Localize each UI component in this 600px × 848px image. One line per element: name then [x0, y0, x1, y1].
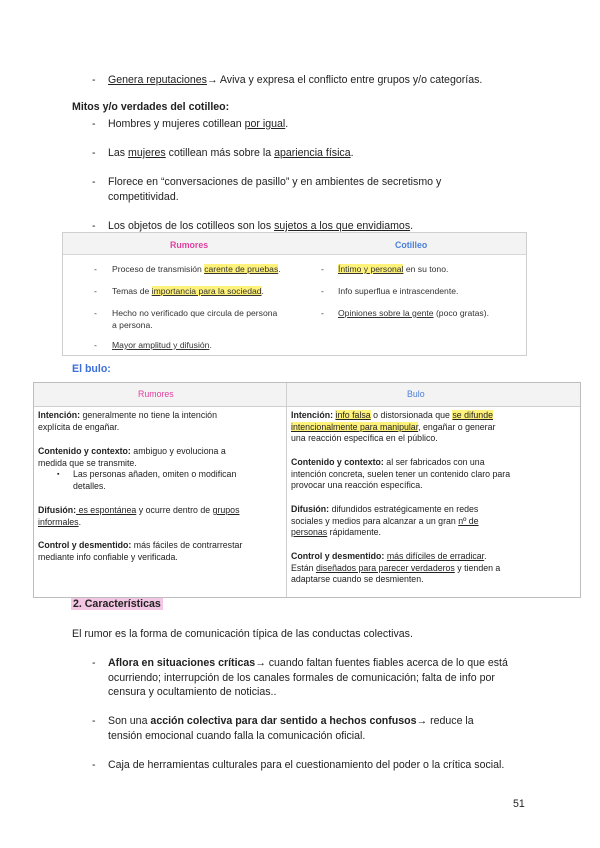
bullet-dash: - — [92, 74, 96, 86]
bullet-dash: - — [92, 220, 96, 232]
cell-label: Control y desmentido: — [291, 551, 385, 561]
column-header-rumores: Rumores — [170, 240, 209, 250]
list-item — [108, 73, 482, 88]
cell-text: . — [209, 340, 212, 350]
cell-text: Están — [291, 562, 316, 573]
list-item — [108, 656, 508, 700]
table-cell — [112, 264, 281, 276]
item-text: cotillean más sobre la — [165, 147, 275, 159]
list-item — [108, 175, 441, 204]
item-text: Las — [108, 147, 129, 159]
table-cell: Info superflua e intrascendente. — [338, 286, 459, 296]
cell-text: . — [484, 551, 487, 561]
column-header-cotilleo: Cotilleo — [395, 240, 428, 250]
cell-label: Difusión: — [291, 504, 330, 514]
table-cell-control — [291, 551, 500, 586]
item-text: . — [350, 147, 354, 159]
underlined-text: apariencia física — [274, 147, 351, 159]
item-text: Florece en “conversaciones de pasillo” y en ambientes de secretismo y — [108, 176, 442, 188]
bullet-dash: - — [92, 715, 96, 727]
bold-text: acción colectiva para dar sentido a hechos confusos — [150, 715, 417, 727]
table-cell-difusion — [291, 504, 479, 539]
underlined-text: es espontánea — [76, 505, 137, 515]
cell-text: Hecho no verificado que circula de persona — [112, 308, 278, 318]
item-text: → reduce la — [416, 715, 474, 727]
underlined-text: Mayor amplitud y difusión — [112, 340, 210, 350]
cell-text: . — [261, 286, 264, 296]
bullet-dash: - — [94, 264, 97, 274]
cell-text: difundidos estratégicamente en redes — [329, 504, 479, 514]
underlined-text: diseñados para parecer verdaderos — [315, 562, 455, 573]
bullet-dash: - — [92, 118, 96, 130]
cell-text: adaptarse cuando se desmienten. — [291, 574, 424, 585]
cell-text: , engañar o generar — [418, 421, 496, 432]
cell-label: Contenido y contexto: — [291, 457, 384, 467]
underlined-text: nº de — [458, 515, 479, 526]
underlined-text: más difíciles de erradicar — [386, 551, 485, 561]
table-cell — [338, 264, 448, 276]
highlighted-text: se difunde — [452, 410, 493, 420]
cell-text: explícita de engañar. — [38, 421, 120, 432]
highlighted-text: intencionalmente para manipular — [291, 421, 419, 432]
cell-text: Temas de — [112, 286, 152, 296]
bullet-dash: - — [92, 759, 96, 771]
section-heading-bulo: El bulo: — [72, 363, 111, 375]
underlined-text: mujeres — [128, 147, 166, 159]
bullet-dash: - — [321, 286, 324, 296]
bullet-dash: - — [92, 147, 96, 159]
cell-label: Contenido y contexto: — [38, 446, 131, 456]
cell-text: a persona. — [112, 319, 153, 330]
table-header-row — [34, 383, 580, 407]
cell-text: . — [78, 516, 82, 527]
item-text: . — [410, 220, 414, 232]
item-text: Son una — [108, 715, 151, 727]
bullet-dash: - — [321, 264, 324, 274]
cell-text: detalles. — [73, 480, 106, 491]
highlighted-text: carente de pruebas — [204, 264, 279, 274]
highlighted-text: info falsa — [335, 410, 371, 420]
column-divider — [286, 383, 287, 597]
cell-text: una reacción específica en el público. — [291, 433, 438, 444]
bullet-dash: - — [94, 308, 97, 318]
page-number: 51 — [513, 798, 525, 810]
bullet-dash: - — [94, 340, 97, 350]
cell-text: en su tono. — [403, 264, 449, 274]
item-text: → Aviva y expresa el conflicto entre grupos y/o categorías. — [206, 74, 483, 86]
cell-text: intención concreta, suelen tener un contenido claro para — [291, 468, 511, 479]
table-cell-contenido — [291, 457, 510, 492]
underlined-text: informales — [38, 516, 79, 527]
item-text: tensión emocional cuando falla la comunicación oficial. — [108, 729, 366, 742]
item-text: Los objetos de los cotilleos son los — [108, 220, 275, 232]
cell-text: al ser fabricados con una — [383, 457, 485, 467]
cell-label: Intención: — [38, 410, 81, 420]
list-item: Caja de herramientas culturales para el cuestionamiento del poder o la crítica social. — [108, 759, 505, 771]
bullet-dash: - — [92, 176, 96, 188]
cell-text: Proceso de transmisión — [112, 264, 205, 274]
list-item — [108, 117, 288, 132]
bullet-dash: - — [94, 286, 97, 296]
cell-text: (poco gratas). — [433, 308, 489, 318]
item-text: Hombres y mujeres cotillean — [108, 118, 245, 130]
cell-text: provocar una reacción específica. — [291, 480, 423, 491]
cell-text: generalmente no tiene la intención — [80, 410, 217, 420]
cell-text: medida que se transmite. — [38, 457, 137, 468]
underlined-text: grupos — [212, 505, 240, 515]
cell-text: sociales y medios para alcanzar a un gran — [291, 515, 459, 526]
column-header-rumores: Rumores — [138, 389, 174, 399]
item-text: → cuando faltan fuentes fiables acerca de lo que está — [255, 657, 508, 669]
table-header-row — [63, 233, 526, 255]
column-header-bulo: Bulo — [407, 389, 425, 399]
highlighted-text: Íntimo y personal — [338, 264, 404, 274]
item-text: competitividad. — [108, 190, 179, 203]
underlined-text: Opiniones sobre la gente — [338, 308, 434, 318]
table-cell-contenido — [38, 446, 226, 469]
table-cell-intencion — [291, 410, 495, 445]
bullet-dash: - — [321, 308, 324, 318]
underlined-text: por igual — [244, 118, 286, 130]
bold-text: Aflora en situaciones críticas — [108, 657, 256, 669]
table-cell-control — [38, 540, 242, 563]
cell-text: . — [278, 264, 281, 274]
highlighted-text: importancia para la sociedad — [151, 286, 262, 296]
section-heading: Mitos y/o verdades del cotilleo: — [72, 101, 230, 113]
table-cell — [338, 308, 489, 320]
paragraph: El rumor es la forma de comunicación típica de las conductas colectivas. — [72, 628, 413, 640]
cell-text: mediante info confiable y verificada. — [38, 551, 178, 562]
table-cell-intencion — [38, 410, 217, 433]
list-item — [108, 146, 354, 161]
cell-text: rápidamente. — [327, 527, 381, 538]
bullet-square: ▪ — [57, 471, 60, 478]
table-cell — [112, 308, 277, 331]
bullet-dash: - — [92, 657, 96, 669]
cell-label: Difusión: — [38, 505, 77, 515]
cell-text: más fáciles de contrarrestar — [131, 540, 243, 550]
list-item — [108, 714, 474, 743]
item-text: . — [285, 118, 289, 130]
cell-label: Intención: — [291, 410, 334, 420]
sub-list-item — [73, 469, 236, 492]
table-cell-difusion — [38, 505, 239, 528]
cell-text: o distorsionada que — [370, 410, 453, 420]
cell-text: y tienden a — [454, 562, 501, 573]
underlined-text: sujetos a los que envidiamos — [274, 220, 411, 232]
table-cell — [112, 340, 212, 352]
item-text: censura y ocultamiento de noticias.. — [108, 686, 277, 698]
table-cell — [112, 286, 264, 298]
underlined-text: Genera reputaciones — [108, 74, 207, 86]
cell-label: Control y desmentido: — [38, 540, 132, 550]
cell-text: ambiguo y evoluciona a — [130, 446, 226, 456]
section-heading-caracteristicas: 2. Características — [73, 598, 161, 610]
cell-text: y ocurre dentro de — [136, 505, 213, 515]
item-text: ocurriendo; interrupción de los canales formales de comunicación; falta de info por — [108, 671, 495, 684]
cell-text: Las personas añaden, omiten o modifican — [73, 469, 237, 479]
underlined-text: personas — [291, 527, 328, 538]
